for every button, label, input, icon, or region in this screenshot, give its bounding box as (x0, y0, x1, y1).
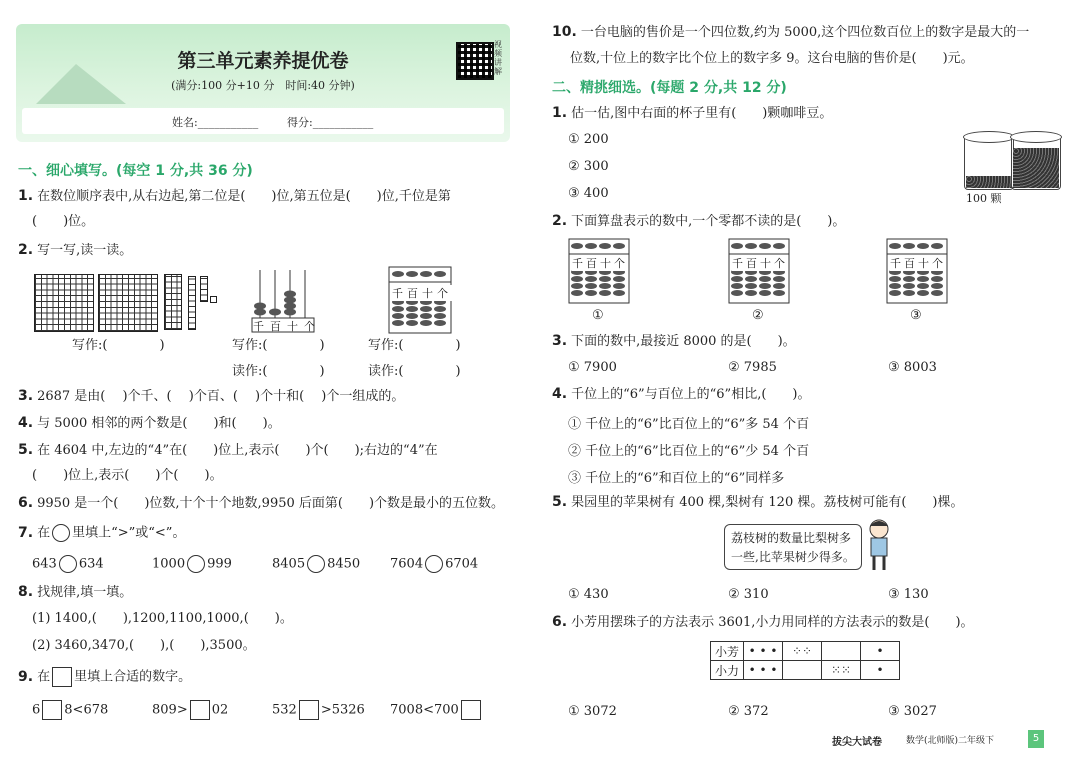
compare-circle-4[interactable] (425, 555, 443, 573)
section2-heading: 二、精挑细选。(每题 2 分,共 12 分) (552, 80, 787, 96)
q7-item-2: 1000 999 (152, 556, 232, 572)
q7-item-4: 7604 6704 (390, 556, 479, 572)
bead-cell: ⁙⁙ (822, 661, 861, 680)
square-icon (52, 667, 72, 687)
bead-cell: • (861, 661, 900, 680)
q8-part-2: (2) 3460,3470,( ),( ),3500。 (32, 638, 256, 653)
q9-item-1: 6 8<678 (32, 700, 108, 720)
qr-code-icon[interactable] (456, 42, 494, 80)
page-number: 5 (1028, 730, 1044, 748)
question-1: 1. 在数位顺序表中,从右边起,第二位是( )位,第五位是( )位,千位是第 (18, 188, 451, 204)
cup-left (964, 136, 1014, 190)
mc-question-4: 4. 千位上的“6”与百位上的“6”相比,( )。 (552, 386, 811, 402)
mc2-option-1[interactable]: ① (592, 308, 604, 323)
mc1-option-1[interactable]: ① 200 (568, 132, 609, 147)
thousand-cube-2 (98, 274, 158, 332)
abacus-labels-d: 千百十个 (732, 257, 788, 270)
compare-circle-1[interactable] (59, 555, 77, 573)
ten-rod-2 (200, 276, 208, 302)
name-field[interactable]: 姓名:___________ (172, 116, 259, 129)
mc5-option-3[interactable]: ③ 130 (888, 587, 929, 602)
fill-box-3[interactable] (299, 700, 319, 720)
hundred-flat (164, 274, 182, 330)
q7-item-3: 8405 8450 (272, 556, 361, 572)
speech-bubble: 荔枝树的数量比梨树多一些,比苹果树少得多。 (724, 524, 862, 570)
score-field[interactable]: 得分:___________ (287, 116, 374, 129)
bead-cell (822, 642, 861, 661)
footer-book: 数学(北师版)二年级下 (906, 736, 995, 746)
page-title: 第三单元素养提优卷 (177, 50, 349, 72)
name-score-bar (22, 108, 504, 134)
q2-read-3[interactable]: 读作:( ) (368, 364, 461, 379)
thousand-cube-1 (34, 274, 94, 332)
section1-heading: 一、细心填写。(每空 1 分,共 36 分) (18, 163, 253, 179)
abacus-option-3 (886, 238, 948, 304)
bead-cell (783, 661, 822, 680)
question-10-cont: 位数,十位上的数字比个位上的数字多 9。这台电脑的售价是( )元。 (570, 51, 974, 66)
question-5: 5. 在 4604 中,左边的“4”在( )位上,表示( )个( );右边的“4”在 (18, 442, 438, 458)
bead-cell: • (861, 642, 900, 661)
q9-item-3: 532 >5326 (272, 700, 365, 720)
mc4-option-1[interactable]: ① 千位上的“6”比百位上的“6”多 54 个百 (568, 417, 810, 432)
q2-write-3[interactable]: 写作:( ) (368, 338, 461, 353)
cup-right (1011, 136, 1061, 190)
cup-label: 100 颗 (966, 192, 1002, 205)
question-8: 8. 找规律,填一填。 (18, 584, 133, 600)
header-banner (16, 24, 510, 142)
bead-cell: ⁘⁘ (783, 642, 822, 661)
question-1-cont: ( )位。 (32, 214, 95, 229)
fill-box-4[interactable] (461, 700, 481, 720)
footer-brand: 拔尖大试卷 (832, 737, 882, 748)
q2-read-2[interactable]: 读作:( ) (232, 364, 325, 379)
mc4-option-2[interactable]: ② 千位上的“6”比百位上的“6”少 54 个百 (568, 444, 810, 459)
mc3-option-1[interactable]: ① 7900 (568, 360, 617, 375)
question-4: 4. 与 5000 相邻的两个数是( )和( )。 (18, 415, 281, 431)
mc2-option-2[interactable]: ② (752, 308, 764, 323)
child-figure-icon (864, 518, 894, 572)
abacus-option-1 (568, 238, 630, 304)
abacus-labels-e: 千百十个 (890, 257, 946, 270)
abacus-option-2 (728, 238, 790, 304)
mc2-option-3[interactable]: ③ (910, 308, 922, 323)
q8-part-1: (1) 1400,( ),1200,1100,1000,( )。 (32, 611, 293, 626)
compare-circle-2[interactable] (187, 555, 205, 573)
row-label-xiaoli: 小力 (711, 661, 744, 680)
bead-cell: • • • (744, 661, 783, 680)
question-2: 2. 写一写,读一读。 (18, 242, 133, 258)
row-label-xiaofang: 小芳 (711, 642, 744, 661)
q2-write-1[interactable]: 写作:( ) (72, 338, 165, 353)
mc1-option-3[interactable]: ③ 400 (568, 186, 609, 201)
mc1-option-2[interactable]: ② 300 (568, 159, 609, 174)
abacus-labels-b: 千百十个 (392, 287, 452, 300)
exam-info: (满分:100 分+10 分 时间:40 分钟) (171, 79, 355, 92)
fill-box-1[interactable] (42, 700, 62, 720)
question-10: 10. 一台电脑的售价是一个四位数,约为 5000,这个四位数百位上的数字是最大的一 (552, 24, 1030, 40)
mc-question-2: 2. 下面算盘表示的数中,一个零都不读的是( )。 (552, 213, 846, 229)
q9-item-2: 809> 02 (152, 700, 228, 720)
fill-box-2[interactable] (190, 700, 210, 720)
circle-icon (52, 524, 70, 542)
mc-question-6: 6. 小芳用摆珠子的方法表示 3601,小力用同样的方法表示的数是( )。 (552, 614, 974, 630)
bead-table (710, 641, 900, 680)
mc6-option-1[interactable]: ① 3072 (568, 704, 617, 719)
table-row (711, 642, 900, 661)
compare-circle-3[interactable] (307, 555, 325, 573)
question-9: 9. 在 里填上合适的数字。 (18, 667, 191, 687)
mc3-option-2[interactable]: ② 7985 (728, 360, 777, 375)
table-row (711, 661, 900, 680)
q2-write-2[interactable]: 写作:( ) (232, 338, 325, 353)
abacus-labels-a: 千百十个 (253, 320, 321, 333)
qr-label: 视频讲解 (494, 40, 502, 76)
mc5-option-2[interactable]: ② 310 (728, 587, 769, 602)
mc6-option-3[interactable]: ③ 3027 (888, 704, 937, 719)
mc6-option-2[interactable]: ② 372 (728, 704, 769, 719)
mc-question-1: 1. 估一估,图中右面的杯子里有( )颗咖啡豆。 (552, 105, 833, 121)
q7-item-1: 643 634 (32, 556, 104, 572)
mc5-option-1[interactable]: ① 430 (568, 587, 609, 602)
bead-cell: • • • (744, 642, 783, 661)
mc3-option-3[interactable]: ③ 8003 (888, 360, 937, 375)
mc-question-5: 5. 果园里的苹果树有 400 棵,梨树有 120 棵。荔枝树可能有( )棵。 (552, 494, 964, 510)
question-3: 3. 2687 是由( )个千、( )个百、( )个十和( )个一组成的。 (18, 388, 405, 404)
ten-rod-1 (188, 276, 196, 330)
question-7: 7. 在 里填上“>”或“<”。 (18, 524, 186, 541)
q9-item-4: 7008<700 (390, 700, 483, 720)
question-6: 6. 9950 是一个( )位数,十个十个地数,9950 后面第( )个数是最小的五位数。 (18, 495, 505, 511)
unit-cube (210, 296, 217, 303)
question-5-cont: ( )位上,表示( )个( )。 (32, 468, 223, 483)
mc4-option-3[interactable]: ③ 千位上的“6”和百位上的“6”同样多 (568, 471, 785, 486)
abacus-labels-c: 千百十个 (572, 257, 628, 270)
mc-question-3: 3. 下面的数中,最接近 8000 的是( )。 (552, 333, 796, 349)
